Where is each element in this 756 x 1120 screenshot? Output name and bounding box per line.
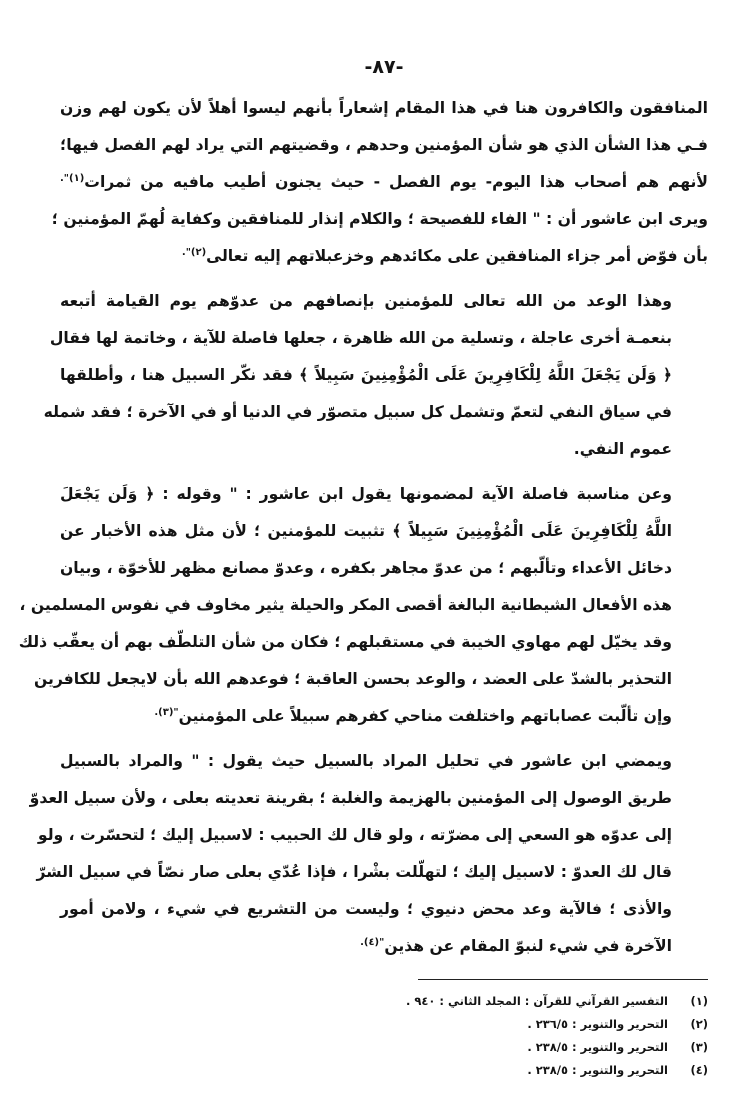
text-line: التحذير بالشدّ على العضد ، والوعد بحسن العاقبة ؛ فوعدهم الله بأن لايجعل للكافرين: [33, 670, 672, 688]
text-line: الآخرة في شيء لنبوّ المقام عن هذين$^{"(٤).}$: [360, 936, 672, 955]
footnotes-list: [60, 990, 708, 1082]
footnote-number: (٣): [690, 1040, 708, 1054]
footnote-text: التحرير والتنوير : ٢٣٨/٥ .: [527, 1040, 668, 1054]
text-line: بنعمـة أخرى عاجلة ، وتسلية من الله ظاهرة ، جعلها فاصلة للآية ، وخاتمة لها فقال: [49, 329, 672, 347]
paragraph: [29, 743, 708, 965]
text-line: عموم النفي.: [573, 440, 672, 458]
footnote-item: [60, 1036, 708, 1059]
text-line: وهذا الوعد من الله تعالى للمؤمنين بإنصافهم من عدوّهم يوم القيامة أتبعه: [60, 292, 672, 310]
footnote-marker: "(٣).: [154, 706, 179, 718]
text-line: هذه الأفعال الشيطانية البالغة أقصى المكر والحيلة يثير مخاوف في نفوس المسلمين ،: [19, 596, 672, 614]
text-line: ﴿ وَلَن يَجْعَلَ اللَّهُ لِلْكَافِرِينَ عَلَى الْمُؤْمِنِينَ سَبِيلاً ﴾ فقد نكّر السبيل هنا ، وأطلقها: [60, 366, 672, 384]
footnote-marker: (٢)".: [181, 246, 207, 258]
text-line: بأن فوّض أمر جزاء المنافقين على مكائدهم وخزعبلاتهم إليه تعالى$^{(٢)".}$: [181, 246, 708, 265]
footnote-marker: (١)".: [60, 172, 85, 184]
text-line: ويرى ابن عاشور أن : " الفاء للفصيحة ؛ والكلام إنذار للمنافقين وكفاية لُهمّ المؤمنين ؛: [51, 210, 708, 228]
text-line: قال لك العدوّ : لاسبيل إليك ؛ لتهلّلت بشْرا ، فإذا عُدّي بعلى صار نصّاً في سبيل الشرّ: [36, 863, 672, 881]
footnote-text: التفسير القرآني للقرآن : المجلد الثاني : ٩٤٠ .: [405, 994, 668, 1008]
footnote-marker: "(٤).: [360, 936, 385, 948]
document-page: [18, 56, 708, 1082]
paragraph: [43, 283, 708, 468]
footnote-item: [60, 990, 708, 1013]
text-line: ويمضي ابن عاشور في تحليل المراد بالسبيل حيث يقول : " والمراد بالسبيل: [60, 752, 672, 770]
text-line: اللَّهُ لِلْكَافِرِينَ عَلَى الْمُؤْمِنِينَ سَبِيلاً ﴾ تثبيت للمؤمنين ؛ لأن مثل هذه الأخبار عن: [60, 522, 672, 540]
footnote-text: التحرير والتنوير : ٢٣٨/٥ .: [527, 1063, 668, 1077]
text-line: والأذى ؛ فالآية وعد محض دنيوي ؛ وليست من التشريع في شيء ، ولامن أمور: [60, 900, 672, 918]
body-text: [18, 90, 708, 965]
text-line: دخائل الأعداء وتألّبهم ؛ من عدوّ مجاهر بكفره ، وعدوّ مصانع مظهر للأخوّة ، وبيان: [60, 559, 672, 577]
footnote-item: [60, 1059, 708, 1082]
text-line: المنافقون والكافرون هنا في هذا المقام إشعاراً بأنهم ليسوا أهلاً لأن يكون لهم وزن: [60, 99, 708, 117]
footnote-number: (٢): [690, 1017, 708, 1031]
footnote-number: (١): [690, 994, 708, 1008]
text-line: وقد يخيّل لهم مهاوي الخيبة في مستقبلهم ؛ فكان من شأن التلطّف بهم أن يعقّب ذلك: [18, 633, 672, 651]
footnote-divider: [418, 979, 708, 980]
text-line: طريق الوصول إلى المؤمنين بالهزيمة والغلبة ؛ بقرينة تعديته بعلى ، ولأن سبيل العدوّ: [29, 789, 672, 807]
text-line: لأنهم هم أصحاب هذا اليوم- يوم الفصل - حيث يجنون أطيب مافيه من ثمرات$^{(١)".}$: [60, 172, 708, 191]
paragraph: [18, 476, 708, 735]
footnote-text: التحرير والتنوير : ٢٣٦/٥ .: [527, 1017, 668, 1031]
footnote-number: (٤): [690, 1063, 708, 1077]
text-line: في سياق النفي لتعمّ وتشمل كل سبيل متصوّر في الدنيا أو في الآخرة ؛ فقد شمله: [43, 403, 672, 421]
text-line: فـي هذا الشأن الذي هو شأن المؤمنين وحدهم ، وقضيتهم التي يراد لهم الفصل فيها؛: [60, 136, 708, 154]
page-number: -٨٧-: [364, 56, 404, 78]
text-line: وإن تألّبت عصاباتهم واختلفت مناحي كفرهم سبيلاً على المؤمنين$^{"(٣).}$: [154, 706, 672, 725]
footnote-item: [60, 1013, 708, 1036]
text-line: وعن مناسبة فاصلة الآية لمضمونها يقول ابن عاشور : " وقوله : ﴿ وَلَن يَجْعَلَ: [60, 485, 672, 503]
text-line: إلى عدوّه هو السعي إلى مضرّته ، ولو قال لك الحبيب : لاسبيل إليك ؛ لتحسّرت ، ولو: [37, 826, 672, 844]
paragraph: [51, 90, 708, 275]
